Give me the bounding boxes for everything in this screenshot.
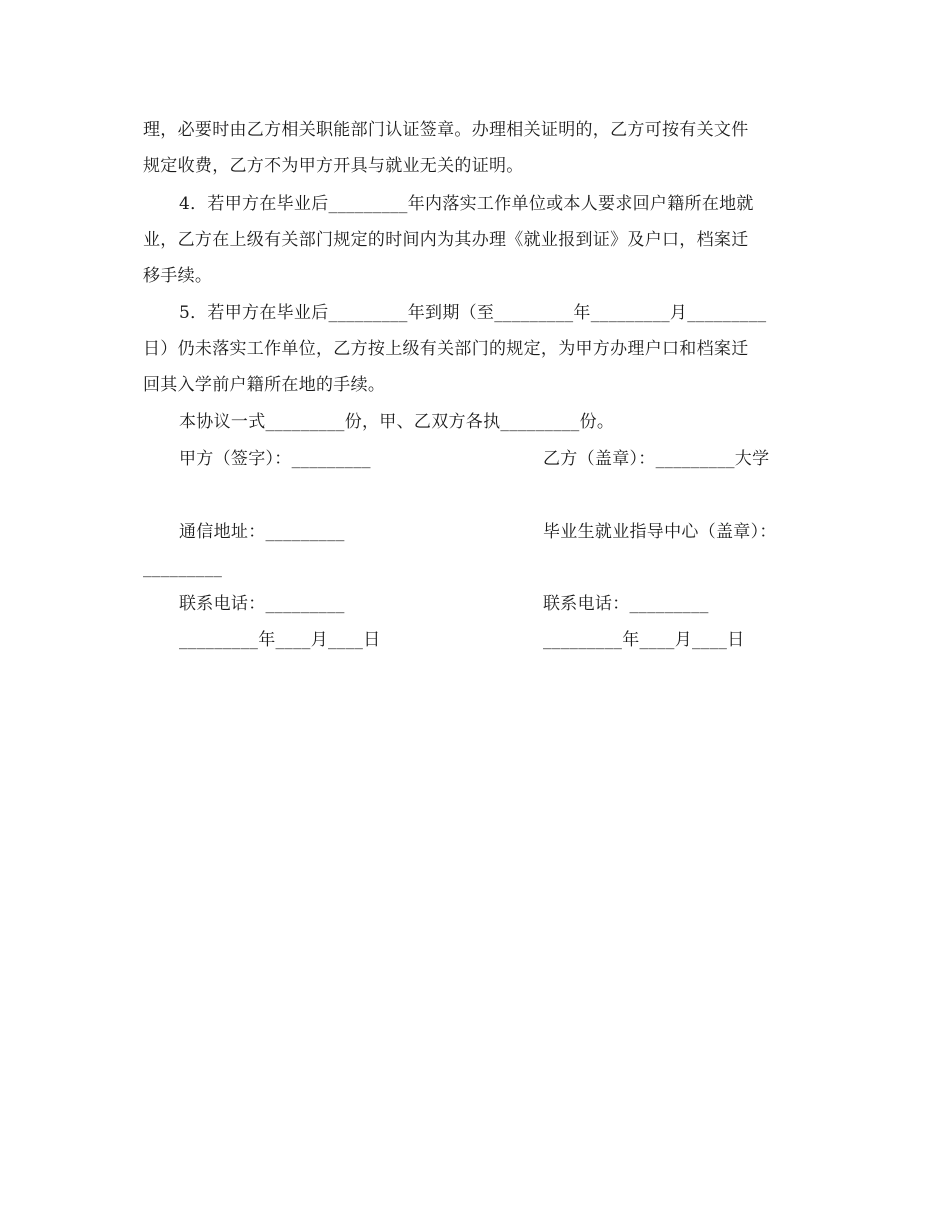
clause3-line1: 理，必要时由乙方相关职能部门认证签章。办理相关证明的，乙方可按有关文件	[143, 120, 749, 140]
clause5-line2: 日）仍未落实工作单位，乙方按上级有关部门的规定，为甲方办理户口和档案迁	[143, 339, 749, 359]
clause5-line1: 5．若甲方在毕业后_________年到期（至_________年_________月_________	[179, 303, 767, 323]
clause4-line3: 移手续。	[143, 266, 213, 286]
party-a-address: 通信地址：_________	[179, 522, 345, 542]
party-b-date: _________年____月____日	[543, 630, 745, 650]
copies-line: 本协议一式_________份，甲、乙双方各执_________份。	[179, 412, 615, 432]
clause4-line1: 4．若甲方在毕业后_________年内落实工作单位或本人要求回户籍所在地就	[179, 194, 754, 214]
party-a-phone: 联系电话：_________	[179, 594, 345, 614]
party-b-center-seal-blank: _________	[143, 558, 223, 578]
party-b-seal: 乙方（盖章）：_________大学	[543, 449, 770, 469]
party-b-center-seal: 毕业生就业指导中心（盖章）：	[543, 522, 777, 542]
party-b-phone: 联系电话：_________	[543, 594, 709, 614]
party-a-date: _________年____月____日	[179, 630, 381, 650]
clause3-line2: 规定收费，乙方不为甲方开具与就业无关的证明。	[143, 156, 524, 176]
party-a-signature: 甲方（签字）：_________	[179, 449, 371, 469]
clause5-line3: 回其入学前户籍所在地的手续。	[143, 375, 386, 395]
clause4-line2: 业，乙方在上级有关部门规定的时间内为其办理《就业报到证》及户口，档案迁	[143, 230, 749, 250]
